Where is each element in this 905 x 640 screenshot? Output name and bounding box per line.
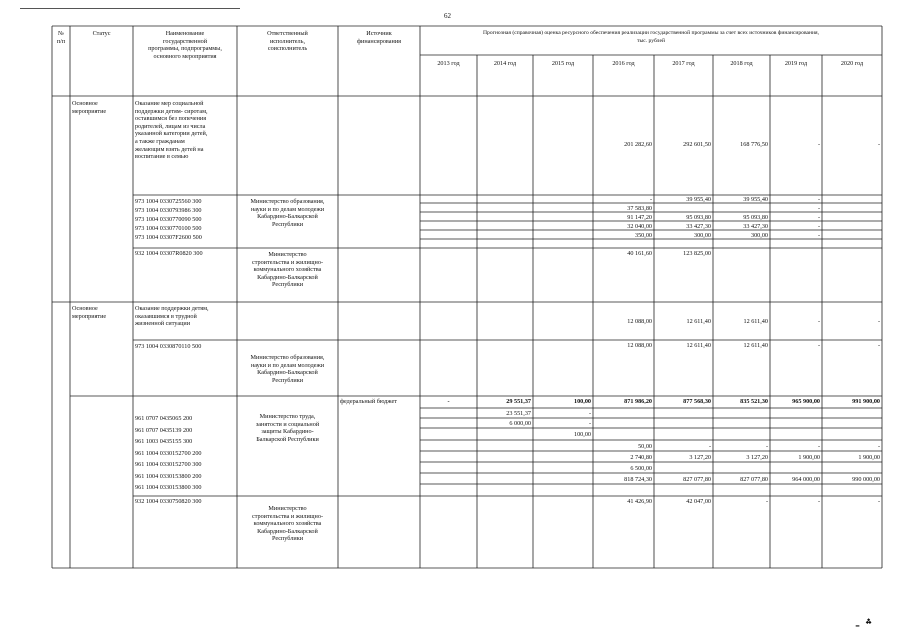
b2-sub-2020: -: [877, 342, 880, 349]
b1-r5-2016: 350,00: [634, 232, 652, 239]
fed-2019: 965 900,00: [792, 398, 820, 405]
b1-r2-2019: -: [817, 205, 820, 212]
fed-2013: -: [447, 398, 450, 405]
block1-2018: 168 776,50: [740, 141, 768, 148]
b1-r1-2019: -: [817, 196, 820, 203]
b1-r4-2017: 33 427,30: [686, 223, 711, 230]
b1-r6-2016: 40 161,60: [627, 250, 652, 257]
fed-r2-2015: -: [588, 420, 591, 427]
block1-resp1: Министерство образования, науки и по делам молодежи Кабардино-Балкарской Республики: [250, 198, 325, 228]
block2-2018: 12 611,40: [743, 318, 768, 325]
b1-r1-2017: 39 955,40: [686, 196, 711, 203]
federal-source: федеральный бюджет: [340, 398, 397, 405]
fed-r8-2020: -: [877, 498, 880, 505]
b1-r6-2017: 123 825,00: [683, 250, 711, 257]
block2-resp: Министерство образования, науки и по делам молодежи Кабардино-Балкарской Республики: [250, 354, 325, 384]
page-number: 62: [444, 12, 451, 20]
header-num: № п/п: [56, 30, 66, 45]
fed-r8-2016: 41 426,90: [627, 498, 652, 505]
year-2016: 2016 год: [612, 60, 635, 67]
year-2018: 2018 год: [730, 60, 753, 67]
b1-r3-2019: -: [817, 214, 820, 221]
fed-r4-2019: -: [817, 443, 820, 450]
header-status: Статус: [92, 30, 111, 37]
fed-r7-2018: 827 077,80: [740, 476, 768, 483]
fed-r5-2017: 3 127,20: [689, 454, 711, 461]
block1-2016: 201 282,60: [624, 141, 652, 148]
fed-r6-2016: 6 500,00: [630, 465, 652, 472]
b2-sub-2016: 12 088,00: [627, 342, 652, 349]
fed-2016: 871 986,20: [624, 398, 652, 405]
fed-2020: 991 900,00: [852, 398, 880, 405]
fed-r4-2020: -: [877, 443, 880, 450]
fed-2017: 877 568,30: [683, 398, 711, 405]
header-name: Наименование государственной программы, подпрограммы, основного мероприятия: [148, 30, 222, 60]
header-source: Источник финансирования: [357, 30, 401, 45]
federal-code8: 932 1004 0330750820 300: [135, 498, 202, 505]
b1-r1-2018: 39 955,40: [743, 196, 768, 203]
fed-r8-2017: 42 047,00: [686, 498, 711, 505]
b1-r2-2016: 37 583,80: [627, 205, 652, 212]
year-2014: 2014 год: [493, 60, 517, 67]
header-responsible: Ответственный исполнитель, соисполнитель: [267, 30, 308, 53]
block1-code6: 932 1004 03307R0820 300: [135, 250, 203, 257]
year-2019: 2019 год: [784, 60, 808, 67]
b1-r3-2016: 91 147,20: [627, 214, 652, 221]
block2-2020: -: [877, 318, 880, 325]
fed-r7-2019: 964 000,00: [792, 476, 820, 483]
fed-2015: 100,00: [573, 398, 591, 405]
block1-name: Оказание мер социальной поддержки детям- сиротам, оставшимся без попечения родителей, лицам из числа указанной категории детей, а также гражданам желающим взять детей на воспитание в семью: [135, 100, 208, 161]
block1-2017: 292 601,50: [683, 141, 711, 148]
federal-codes: 961 0707 0435065 200 961 0707 0435139 200 961 1003 0435155 300 961 1004 0330152700 200 961 1004 0330152700 300 961 1004 0330153800 200 961 1004 0330153800 300: [135, 415, 202, 491]
block2-2017: 12 611,40: [686, 318, 711, 325]
fed-r5-2016: 2 740,80: [630, 454, 652, 461]
b1-r5-2018: 300,00: [750, 232, 768, 239]
fed-r1-2015: -: [588, 410, 591, 417]
block2-code: 973 1004 0330870110 500: [135, 343, 202, 350]
block2-2016: 12 088,00: [627, 318, 652, 325]
block2-status: Основное мероприятие: [72, 305, 107, 320]
block1-2020: -: [877, 141, 880, 148]
b1-r3-2018: 95 093,80: [743, 214, 768, 221]
year-2020: 2020 год: [840, 60, 864, 67]
fed-2014: 29 551,37: [506, 398, 531, 405]
b1-r1-2016: -: [649, 196, 652, 203]
fed-r2-2014: 6 000,00: [509, 420, 531, 427]
header-forecast: Прогнозная (справочная) оценка ресурсного обеспечения реализации государственной программы за счет всех источников финансирования, тыс. рублей: [483, 30, 819, 44]
fed-r7-2020: 990 000,00: [852, 476, 880, 483]
fed-r8-2018: -: [765, 498, 768, 505]
fed-r4-2016: 50,00: [638, 443, 652, 450]
block2-name: Оказание поддержки детям, оказавшимся в трудной жизненной ситуации: [135, 305, 209, 328]
year-2017: 2017 год: [672, 60, 695, 67]
b2-sub-2019: -: [817, 342, 820, 349]
fed-r4-2018: -: [765, 443, 768, 450]
fed-r7-2017: 827 077,80: [683, 476, 711, 483]
corner-handwritten-mark: ‑ ؞: [855, 618, 873, 634]
fed-r4-2017: -: [708, 443, 711, 450]
year-2013: 2013 год: [437, 60, 460, 67]
b1-r4-2018: 33 427,30: [743, 223, 768, 230]
fed-2018: 835 521,30: [740, 398, 768, 405]
b1-r5-2019: -: [817, 232, 820, 239]
b1-r3-2017: 95 093,80: [686, 214, 711, 221]
b2-sub-2018: 12 611,40: [743, 342, 768, 349]
block1-status: Основное мероприятие: [72, 100, 107, 115]
year-2015: 2015 год: [551, 60, 575, 67]
b1-r4-2019: -: [817, 223, 820, 230]
fed-r7-2016: 818 724,30: [624, 476, 652, 483]
fed-r5-2019: 1 900,00: [798, 454, 820, 461]
fed-r1-2014: 23 551,37: [506, 410, 531, 417]
block1-resp2: Министерство строительства и жилищно- коммунального хозяйства Кабардино-Балкарской Республики: [251, 251, 324, 289]
fed-r5-2018: 3 127,20: [746, 454, 768, 461]
fed-r8-2019: -: [817, 498, 820, 505]
b1-r5-2017: 300,00: [693, 232, 711, 239]
block1-2019: -: [817, 141, 820, 148]
federal-resp: Министерство труда, занятости и социальной защиты Кабардино- Балкарской Республики: [255, 413, 320, 443]
fed-r3-2015: 100,00: [573, 431, 591, 438]
block2-2019: -: [817, 318, 820, 325]
block1-codes: 973 1004 0330725560 300 973 1004 0330793986 300 973 1004 0330770090 500 973 1004 0330770100 500 973 1004 03307F2600 500: [135, 198, 202, 241]
federal-resp2: Министерство строительства и жилищно- коммунального хозяйства Кабардино-Балкарской Республики: [251, 505, 324, 543]
fed-r5-2020: 1 900,00: [858, 454, 880, 461]
b1-r4-2016: 32 040,00: [627, 223, 652, 230]
b2-sub-2017: 12 611,40: [686, 342, 711, 349]
